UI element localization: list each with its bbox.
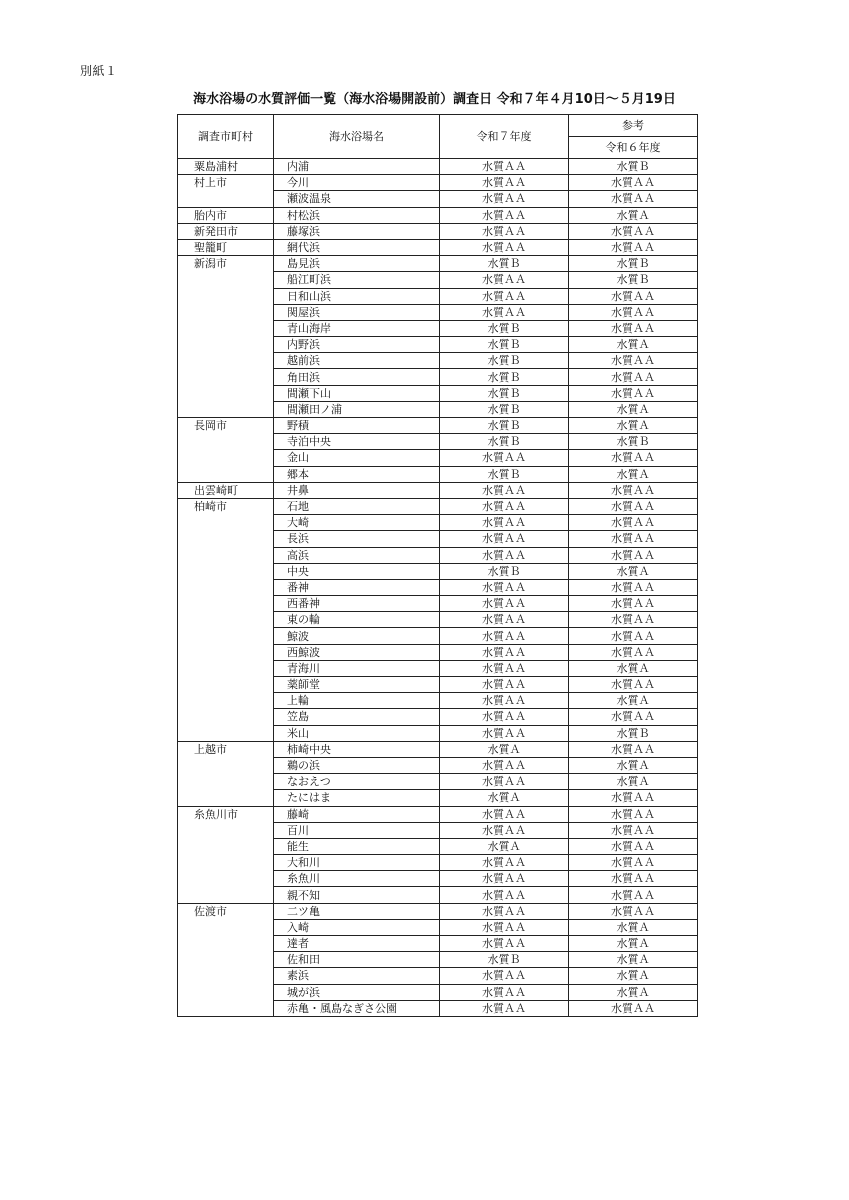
current-year-rating-cell: 水質Ｂ xyxy=(440,369,569,385)
beach-name-cell: 城が浜 xyxy=(274,984,440,1000)
current-year-rating-cell: 水質ＡＡ xyxy=(440,482,569,498)
current-year-rating-cell: 水質ＡＡ xyxy=(440,660,569,676)
previous-year-rating-cell: 水質Ｂ xyxy=(569,434,698,450)
table-body xyxy=(178,159,698,1017)
beach-name-cell: 青山海岸 xyxy=(274,320,440,336)
previous-year-rating-cell: 水質ＡＡ xyxy=(569,288,698,304)
table-row xyxy=(178,207,698,223)
table-row xyxy=(178,482,698,498)
previous-year-rating-cell: 水質Ａ xyxy=(569,757,698,773)
table-row xyxy=(178,806,698,822)
beach-name-cell: 達者 xyxy=(274,936,440,952)
municipality-cell: 上越市 xyxy=(178,741,274,806)
previous-year-rating-cell: 水質ＡＡ xyxy=(569,304,698,320)
current-year-rating-cell: 水質ＡＡ xyxy=(440,207,569,223)
current-year-rating-cell: 水質ＡＡ xyxy=(440,644,569,660)
beach-name-cell: 東の輪 xyxy=(274,612,440,628)
beach-name-cell: 内浦 xyxy=(274,159,440,175)
beach-name-cell: 寺泊中央 xyxy=(274,434,440,450)
current-year-rating-cell: 水質ＡＡ xyxy=(440,612,569,628)
beach-name-cell: 間瀬下山 xyxy=(274,385,440,401)
beach-name-cell: 笠島 xyxy=(274,709,440,725)
previous-year-rating-cell: 水質ＡＡ xyxy=(569,191,698,207)
current-year-rating-cell: 水質Ｂ xyxy=(440,401,569,417)
current-year-rating-cell: 水質ＡＡ xyxy=(440,887,569,903)
beach-name-cell: 赤亀・風島なぎさ公園 xyxy=(274,1000,440,1016)
beach-name-cell: 郷本 xyxy=(274,466,440,482)
previous-year-rating-cell: 水質ＡＡ xyxy=(569,450,698,466)
beach-name-cell: 能生 xyxy=(274,838,440,854)
beach-name-cell: 青海川 xyxy=(274,660,440,676)
current-year-rating-cell: 水質ＡＡ xyxy=(440,984,569,1000)
beach-name-cell: 西番神 xyxy=(274,596,440,612)
beach-name-cell: 大和川 xyxy=(274,855,440,871)
previous-year-rating-cell: 水質Ｂ xyxy=(569,272,698,288)
current-year-rating-cell: 水質ＡＡ xyxy=(440,871,569,887)
beach-name-cell: 関屋浜 xyxy=(274,304,440,320)
beach-name-cell: 船江町浜 xyxy=(274,272,440,288)
previous-year-rating-cell: 水質ＡＡ xyxy=(569,709,698,725)
previous-year-rating-cell: 水質ＡＡ xyxy=(569,612,698,628)
previous-year-rating-cell: 水質ＡＡ xyxy=(569,385,698,401)
previous-year-rating-cell: 水質ＡＡ xyxy=(569,515,698,531)
table-row xyxy=(178,741,698,757)
current-year-rating-cell: 水質ＡＡ xyxy=(440,919,569,935)
current-year-rating-cell: 水質ＡＡ xyxy=(440,579,569,595)
current-year-rating-cell: 水質ＡＡ xyxy=(440,693,569,709)
previous-year-rating-cell: 水質Ａ xyxy=(569,418,698,434)
previous-year-rating-cell: 水質ＡＡ xyxy=(569,579,698,595)
beach-name-cell: 米山 xyxy=(274,725,440,741)
previous-year-rating-cell: 水質ＡＡ xyxy=(569,1000,698,1016)
previous-year-rating-cell: 水質ＡＡ xyxy=(569,223,698,239)
previous-year-rating-cell: 水質ＡＡ xyxy=(569,175,698,191)
previous-year-rating-cell: 水質Ａ xyxy=(569,774,698,790)
beach-name-cell: 越前浜 xyxy=(274,353,440,369)
municipality-cell: 柏崎市 xyxy=(178,498,274,741)
current-year-rating-cell: 水質Ｂ xyxy=(440,563,569,579)
previous-year-rating-cell: 水質ＡＡ xyxy=(569,855,698,871)
beach-name-cell: 柿崎中央 xyxy=(274,741,440,757)
current-year-rating-cell: 水質ＡＡ xyxy=(440,498,569,514)
previous-year-rating-cell: 水質ＡＡ xyxy=(569,320,698,336)
beach-name-cell: 薬師堂 xyxy=(274,677,440,693)
municipality-cell: 佐渡市 xyxy=(178,903,274,1016)
beach-name-cell: 百川 xyxy=(274,822,440,838)
previous-year-rating-cell: 水質Ａ xyxy=(569,466,698,482)
previous-year-rating-cell: 水質Ａ xyxy=(569,919,698,935)
current-year-rating-cell: 水質Ｂ xyxy=(440,952,569,968)
beach-name-cell: 大崎 xyxy=(274,515,440,531)
current-year-rating-cell: 水質ＡＡ xyxy=(440,774,569,790)
table-row xyxy=(178,418,698,434)
previous-year-rating-cell: 水質Ａ xyxy=(569,207,698,223)
previous-year-rating-cell: 水質ＡＡ xyxy=(569,547,698,563)
table-row xyxy=(178,239,698,255)
current-year-rating-cell: 水質ＡＡ xyxy=(440,806,569,822)
beach-name-cell: 野積 xyxy=(274,418,440,434)
beach-name-cell: 藤崎 xyxy=(274,806,440,822)
previous-year-rating-cell: 水質ＡＡ xyxy=(569,838,698,854)
municipality-cell: 出雲崎町 xyxy=(178,482,274,498)
previous-year-rating-cell: 水質ＡＡ xyxy=(569,531,698,547)
table-row xyxy=(178,903,698,919)
previous-year-rating-cell: 水質Ｂ xyxy=(569,725,698,741)
beach-name-cell: 日和山浜 xyxy=(274,288,440,304)
previous-year-rating-cell: 水質ＡＡ xyxy=(569,239,698,255)
current-year-rating-cell: 水質ＡＡ xyxy=(440,191,569,207)
beach-name-cell: 島見浜 xyxy=(274,256,440,272)
beach-name-cell: 親不知 xyxy=(274,887,440,903)
current-year-rating-cell: 水質ＡＡ xyxy=(440,709,569,725)
table-row xyxy=(178,256,698,272)
beach-name-cell: 佐和田 xyxy=(274,952,440,968)
previous-year-rating-cell: 水質Ｂ xyxy=(569,159,698,175)
current-year-rating-cell: 水質ＡＡ xyxy=(440,547,569,563)
municipality-cell: 村上市 xyxy=(178,175,274,207)
current-year-rating-cell: 水質Ｂ xyxy=(440,353,569,369)
current-year-rating-cell: 水質Ａ xyxy=(440,790,569,806)
current-year-rating-cell: 水質ＡＡ xyxy=(440,223,569,239)
municipality-cell: 新潟市 xyxy=(178,256,274,418)
municipality-cell: 糸魚川市 xyxy=(178,806,274,903)
attachment-label: 別紙１ xyxy=(80,64,118,78)
current-year-rating-cell: 水質ＡＡ xyxy=(440,903,569,919)
current-year-rating-cell: 水質ＡＡ xyxy=(440,288,569,304)
water-quality-table xyxy=(177,114,698,1017)
current-year-rating-cell: 水質ＡＡ xyxy=(440,515,569,531)
current-year-rating-cell: 水質ＡＡ xyxy=(440,304,569,320)
beach-name-cell: 長浜 xyxy=(274,531,440,547)
previous-year-rating-cell: 水質Ａ xyxy=(569,984,698,1000)
beach-name-cell: 中央 xyxy=(274,563,440,579)
beach-name-cell: 間瀬田ノ浦 xyxy=(274,401,440,417)
current-year-rating-cell: 水質ＡＡ xyxy=(440,936,569,952)
current-year-rating-cell: 水質ＡＡ xyxy=(440,725,569,741)
beach-name-cell: 瀬波温泉 xyxy=(274,191,440,207)
previous-year-rating-cell: 水質ＡＡ xyxy=(569,498,698,514)
table-row xyxy=(178,159,698,175)
beach-name-cell: 鵜の浜 xyxy=(274,757,440,773)
current-year-rating-cell: 水質ＡＡ xyxy=(440,1000,569,1016)
beach-name-cell: 今川 xyxy=(274,175,440,191)
beach-name-cell: たにはま xyxy=(274,790,440,806)
current-year-rating-cell: 水質ＡＡ xyxy=(440,628,569,644)
current-year-rating-cell: 水質Ｂ xyxy=(440,256,569,272)
beach-name-cell: 石地 xyxy=(274,498,440,514)
header-current-year: 令和７年度 xyxy=(440,115,569,159)
previous-year-rating-cell: 水質Ａ xyxy=(569,337,698,353)
previous-year-rating-cell: 水質ＡＡ xyxy=(569,677,698,693)
table-row xyxy=(178,223,698,239)
beach-name-cell: 金山 xyxy=(274,450,440,466)
previous-year-rating-cell: 水質ＡＡ xyxy=(569,369,698,385)
previous-year-rating-cell: 水質ＡＡ xyxy=(569,790,698,806)
current-year-rating-cell: 水質ＡＡ xyxy=(440,175,569,191)
beach-name-cell: 角田浜 xyxy=(274,369,440,385)
municipality-cell: 胎内市 xyxy=(178,207,274,223)
current-year-rating-cell: 水質ＡＡ xyxy=(440,757,569,773)
current-year-rating-cell: 水質Ｂ xyxy=(440,434,569,450)
previous-year-rating-cell: 水質ＡＡ xyxy=(569,482,698,498)
previous-year-rating-cell: 水質Ａ xyxy=(569,936,698,952)
beach-name-cell: 素浜 xyxy=(274,968,440,984)
current-year-rating-cell: 水質ＡＡ xyxy=(440,531,569,547)
previous-year-rating-cell: 水質ＡＡ xyxy=(569,903,698,919)
municipality-cell: 新発田市 xyxy=(178,223,274,239)
previous-year-rating-cell: 水質Ｂ xyxy=(569,256,698,272)
municipality-cell: 粟島浦村 xyxy=(178,159,274,175)
header-previous-year: 令和６年度 xyxy=(569,137,698,159)
previous-year-rating-cell: 水質ＡＡ xyxy=(569,741,698,757)
current-year-rating-cell: 水質ＡＡ xyxy=(440,159,569,175)
current-year-rating-cell: 水質ＡＡ xyxy=(440,968,569,984)
beach-name-cell: 鯨波 xyxy=(274,628,440,644)
current-year-rating-cell: 水質ＡＡ xyxy=(440,450,569,466)
municipality-cell: 聖籠町 xyxy=(178,239,274,255)
current-year-rating-cell: 水質ＡＡ xyxy=(440,855,569,871)
beach-name-cell: 藤塚浜 xyxy=(274,223,440,239)
previous-year-rating-cell: 水質Ａ xyxy=(569,952,698,968)
previous-year-rating-cell: 水質Ａ xyxy=(569,401,698,417)
previous-year-rating-cell: 水質ＡＡ xyxy=(569,871,698,887)
beach-name-cell: 西鯨波 xyxy=(274,644,440,660)
beach-name-cell: 井鼻 xyxy=(274,482,440,498)
current-year-rating-cell: 水質Ｂ xyxy=(440,385,569,401)
current-year-rating-cell: 水質ＡＡ xyxy=(440,239,569,255)
previous-year-rating-cell: 水質ＡＡ xyxy=(569,822,698,838)
previous-year-rating-cell: 水質ＡＡ xyxy=(569,628,698,644)
previous-year-rating-cell: 水質ＡＡ xyxy=(569,887,698,903)
current-year-rating-cell: 水質ＡＡ xyxy=(440,272,569,288)
table-row xyxy=(178,498,698,514)
previous-year-rating-cell: 水質Ａ xyxy=(569,660,698,676)
beach-name-cell: 内野浜 xyxy=(274,337,440,353)
previous-year-rating-cell: 水質ＡＡ xyxy=(569,644,698,660)
header-municipality: 調査市町村 xyxy=(178,115,274,159)
current-year-rating-cell: 水質ＡＡ xyxy=(440,822,569,838)
header-beach: 海水浴場名 xyxy=(274,115,440,159)
beach-name-cell: 番神 xyxy=(274,579,440,595)
current-year-rating-cell: 水質Ｂ xyxy=(440,337,569,353)
beach-name-cell: 高浜 xyxy=(274,547,440,563)
current-year-rating-cell: 水質Ｂ xyxy=(440,466,569,482)
beach-name-cell: 二ツ亀 xyxy=(274,903,440,919)
header-reference: 参考 xyxy=(569,115,698,137)
beach-name-cell: 村松浜 xyxy=(274,207,440,223)
current-year-rating-cell: 水質ＡＡ xyxy=(440,596,569,612)
current-year-rating-cell: 水質Ａ xyxy=(440,838,569,854)
previous-year-rating-cell: 水質Ａ xyxy=(569,693,698,709)
current-year-rating-cell: 水質Ｂ xyxy=(440,418,569,434)
previous-year-rating-cell: 水質ＡＡ xyxy=(569,806,698,822)
beach-name-cell: なおえつ xyxy=(274,774,440,790)
document-title: 海水浴場の水質評価一覧（海水浴場開設前）調査日 令和７年４月10日～５月19日 xyxy=(193,92,676,107)
previous-year-rating-cell: 水質Ａ xyxy=(569,968,698,984)
current-year-rating-cell: 水質Ａ xyxy=(440,741,569,757)
current-year-rating-cell: 水質ＡＡ xyxy=(440,677,569,693)
current-year-rating-cell: 水質Ｂ xyxy=(440,320,569,336)
beach-name-cell: 糸魚川 xyxy=(274,871,440,887)
table-header xyxy=(178,115,698,159)
beach-name-cell: 入崎 xyxy=(274,919,440,935)
municipality-cell: 長岡市 xyxy=(178,418,274,483)
beach-name-cell: 上輪 xyxy=(274,693,440,709)
previous-year-rating-cell: 水質ＡＡ xyxy=(569,596,698,612)
beach-name-cell: 網代浜 xyxy=(274,239,440,255)
previous-year-rating-cell: 水質Ａ xyxy=(569,563,698,579)
previous-year-rating-cell: 水質ＡＡ xyxy=(569,353,698,369)
table-row xyxy=(178,175,698,191)
